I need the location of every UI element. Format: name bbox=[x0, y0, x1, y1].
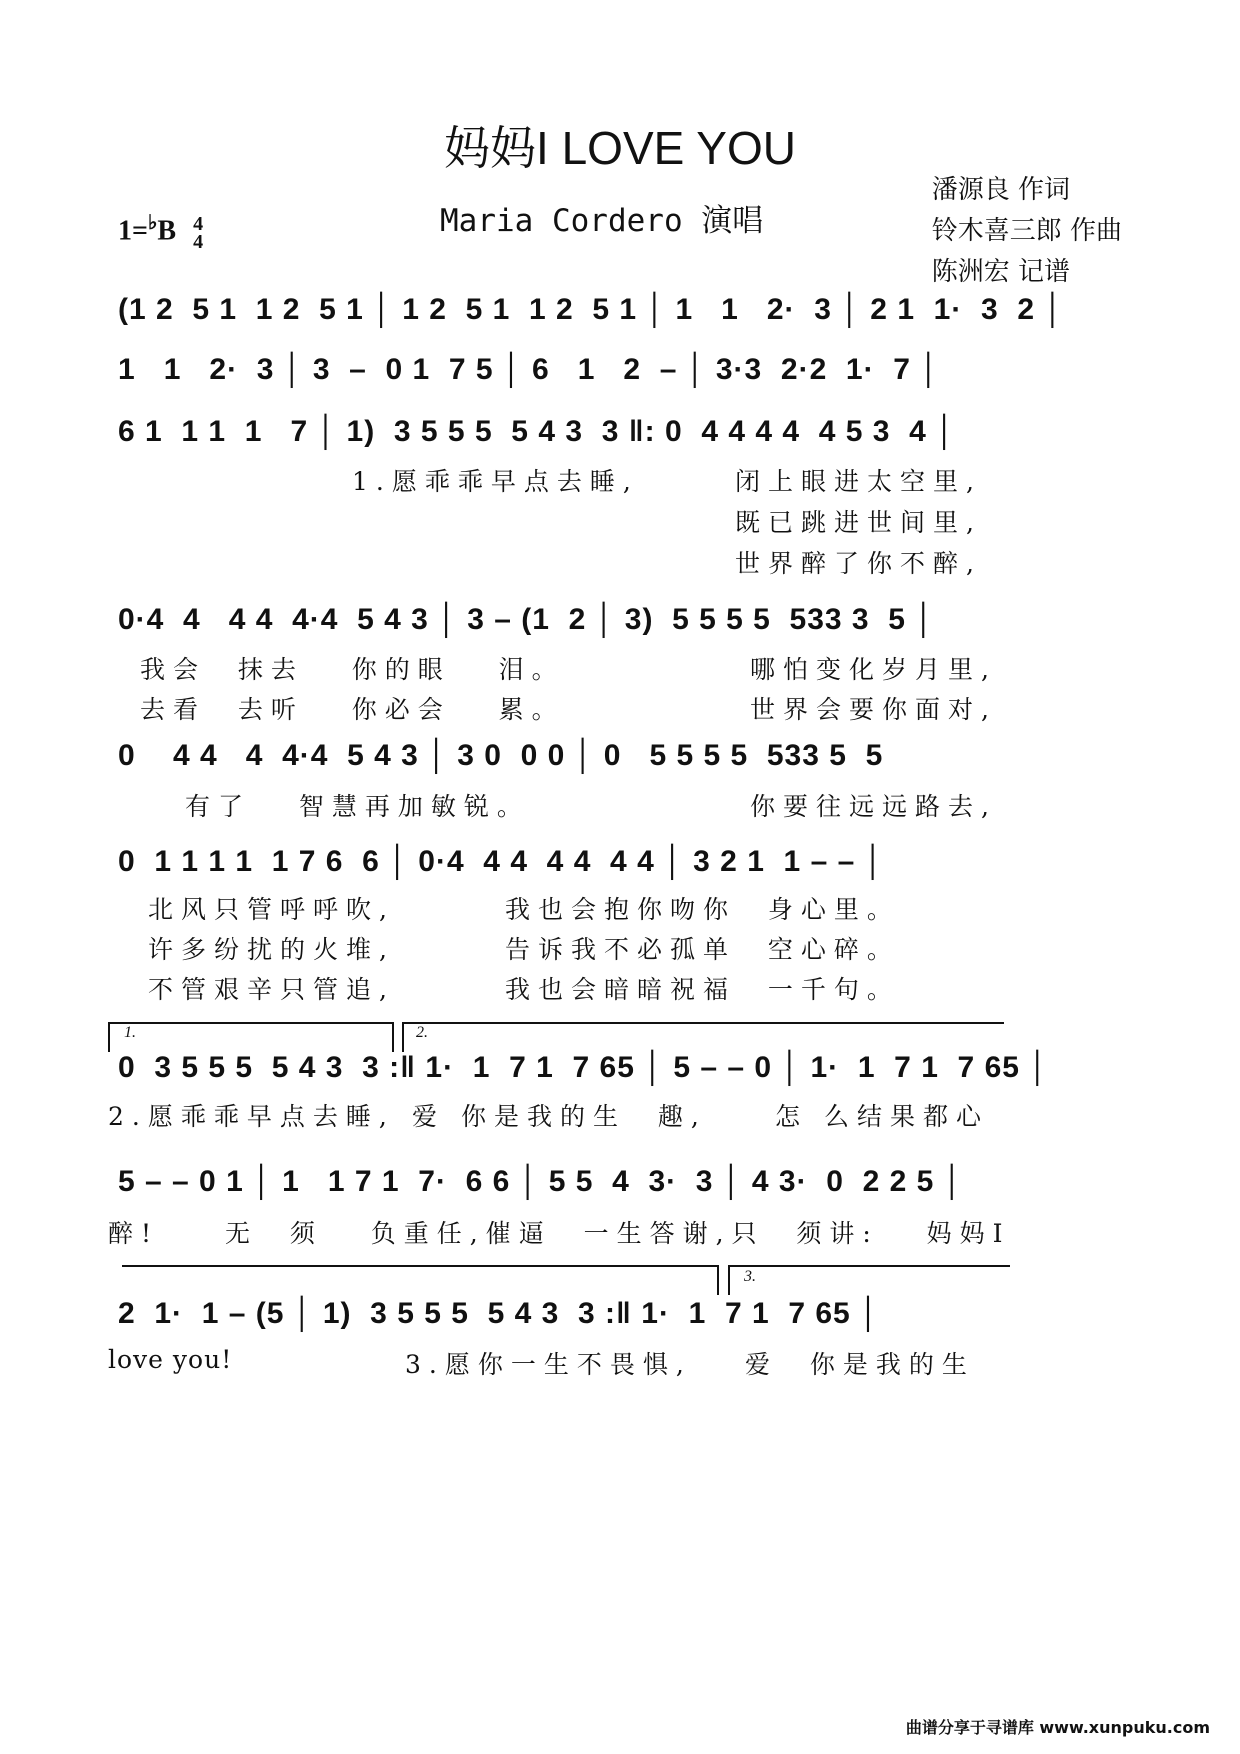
lyric-line: 许多纷扰的火堆, bbox=[148, 935, 395, 964]
time-top: 4 bbox=[193, 212, 204, 235]
lyric-line: 2.愿乖乖早点去睡, bbox=[108, 1102, 395, 1131]
key-signature bbox=[118, 210, 203, 251]
performer: Maria Cordero 演唱 bbox=[440, 203, 764, 239]
lyric-line: 我会 抹去 你的眼 泪。 bbox=[140, 655, 565, 684]
notation-line: 2 1· 1 – (5 │ 1) 3 5 5 5 5 4 3 3 :‖ 1· 1 7 1 7 65 │ bbox=[118, 1297, 880, 1330]
lyric-line: 有了 智慧再加敏锐。 bbox=[185, 792, 530, 821]
lyric-line: 世界会要你面对, bbox=[750, 695, 997, 724]
lyric-line: 世界醉了你不醉, bbox=[735, 549, 982, 578]
notation-line: (1 2 5 1 1 2 5 1 │ 1 2 5 1 1 2 5 1 │ 1 1 2· 3 │ 2 1 1· 3 2 │ bbox=[118, 293, 1065, 326]
notation-line: 6 1 1 1 1 7 │ 1) 3 5 5 5 5 4 3 3 ‖: 0 4 4 4 4 4 5 3 4 │ bbox=[118, 415, 956, 448]
lyric-line: 我也会暗暗祝福 一千句。 bbox=[505, 975, 900, 1004]
staff-row bbox=[0, 1038, 1240, 1098]
credits bbox=[932, 170, 1122, 293]
notation-line: 0·4 4 4 4 4·4 5 4 3 │ 3 – (1 2 │ 3) 5 5 5 5 533 3 5 │ bbox=[118, 603, 936, 636]
lyric-line: 怎 么结果都心 bbox=[775, 1102, 989, 1131]
notation-line: 0 1 1 1 1 1 7 6 6 │ 0·4 4 4 4 4 4 4 │ 3 2 1 1 – – │ bbox=[118, 845, 885, 878]
time-signature bbox=[193, 212, 204, 253]
lyric-line: 你要往远远路去, bbox=[750, 792, 997, 821]
key-note: B bbox=[157, 215, 177, 247]
notation-line: 0 4 4 4 4·4 5 4 3 │ 3 0 0 0 │ 0 5 5 5 5 533 5 5 bbox=[118, 739, 884, 772]
staff-row bbox=[0, 1152, 1240, 1212]
notation-line: 5 – – 0 1 │ 1 1 7 1 7· 6 6 │ 5 5 4 3· 3 │ 4 3· 0 2 2 5 │ bbox=[118, 1165, 964, 1198]
lyric-line: 爱 你是我的生 趣, bbox=[412, 1102, 707, 1131]
notation-line: 0 3 5 5 5 5 4 3 3 :‖ 1· 1 7 1 7 65 │ 5 – – 0 │ 1· 1 7 1 7 65 │ bbox=[118, 1051, 1050, 1084]
transcriber: 陈洲宏 记谱 bbox=[931, 257, 1070, 287]
volta-number: 2. bbox=[416, 1024, 428, 1041]
key-prefix: 1= bbox=[118, 215, 148, 247]
lyric-line: 去看 去听 你必会 累。 bbox=[140, 695, 565, 724]
song-title: 妈妈I LOVE YOU bbox=[444, 122, 796, 174]
time-bottom: 4 bbox=[193, 230, 204, 253]
staff-row bbox=[0, 590, 1240, 650]
staff-row bbox=[0, 340, 1240, 400]
flat-sign: ♭ bbox=[147, 212, 158, 234]
volta-number: 3. bbox=[744, 1268, 756, 1285]
lyric-line: 告诉我不必孤单 空心碎。 bbox=[505, 935, 900, 964]
lyric-line: 我也会抱你吻你 身心里。 bbox=[505, 895, 900, 924]
staff-row bbox=[0, 280, 1240, 340]
lyric-line: 闭上眼进太空里, bbox=[735, 467, 982, 496]
composer: 铃木喜三郎 作曲 bbox=[931, 216, 1122, 246]
lyric-line: 哪怕变化岁月里, bbox=[750, 655, 997, 684]
lyric-line: 既已跳进世间里, bbox=[735, 508, 982, 537]
staff-row bbox=[0, 832, 1240, 892]
lyric-line: 无 须 负重任,催逼 一生答谢,只 须讲: 妈妈I bbox=[225, 1219, 1011, 1248]
lyric-line: 1.愿乖乖早点去睡, bbox=[352, 467, 639, 496]
staff-row bbox=[0, 402, 1240, 462]
notation-line: 1 1 2· 3 │ 3 – 0 1 7 5 │ 6 1 2 – │ 3·3 2·2 1· 7 │ bbox=[118, 353, 941, 386]
lyricist: 潘源良 作词 bbox=[931, 175, 1070, 205]
lyric-line: 爱 你是我的生 bbox=[745, 1350, 975, 1379]
lyric-line: 醉! bbox=[108, 1219, 160, 1248]
lyric-line: 北风只管呼呼吹, bbox=[148, 895, 395, 924]
staff-row bbox=[0, 1284, 1240, 1344]
lyric-line: 不管艰辛只管追, bbox=[148, 975, 395, 1004]
footer-watermark[interactable]: 曲谱分享于寻谱库 www.xunpuku.com bbox=[905, 1718, 1210, 1737]
staff-row bbox=[0, 726, 1240, 786]
lyric-line: love you! bbox=[108, 1345, 233, 1374]
volta-number: 1. bbox=[124, 1024, 136, 1041]
lyric-line: 3.愿你一生不畏惧, bbox=[405, 1350, 692, 1379]
